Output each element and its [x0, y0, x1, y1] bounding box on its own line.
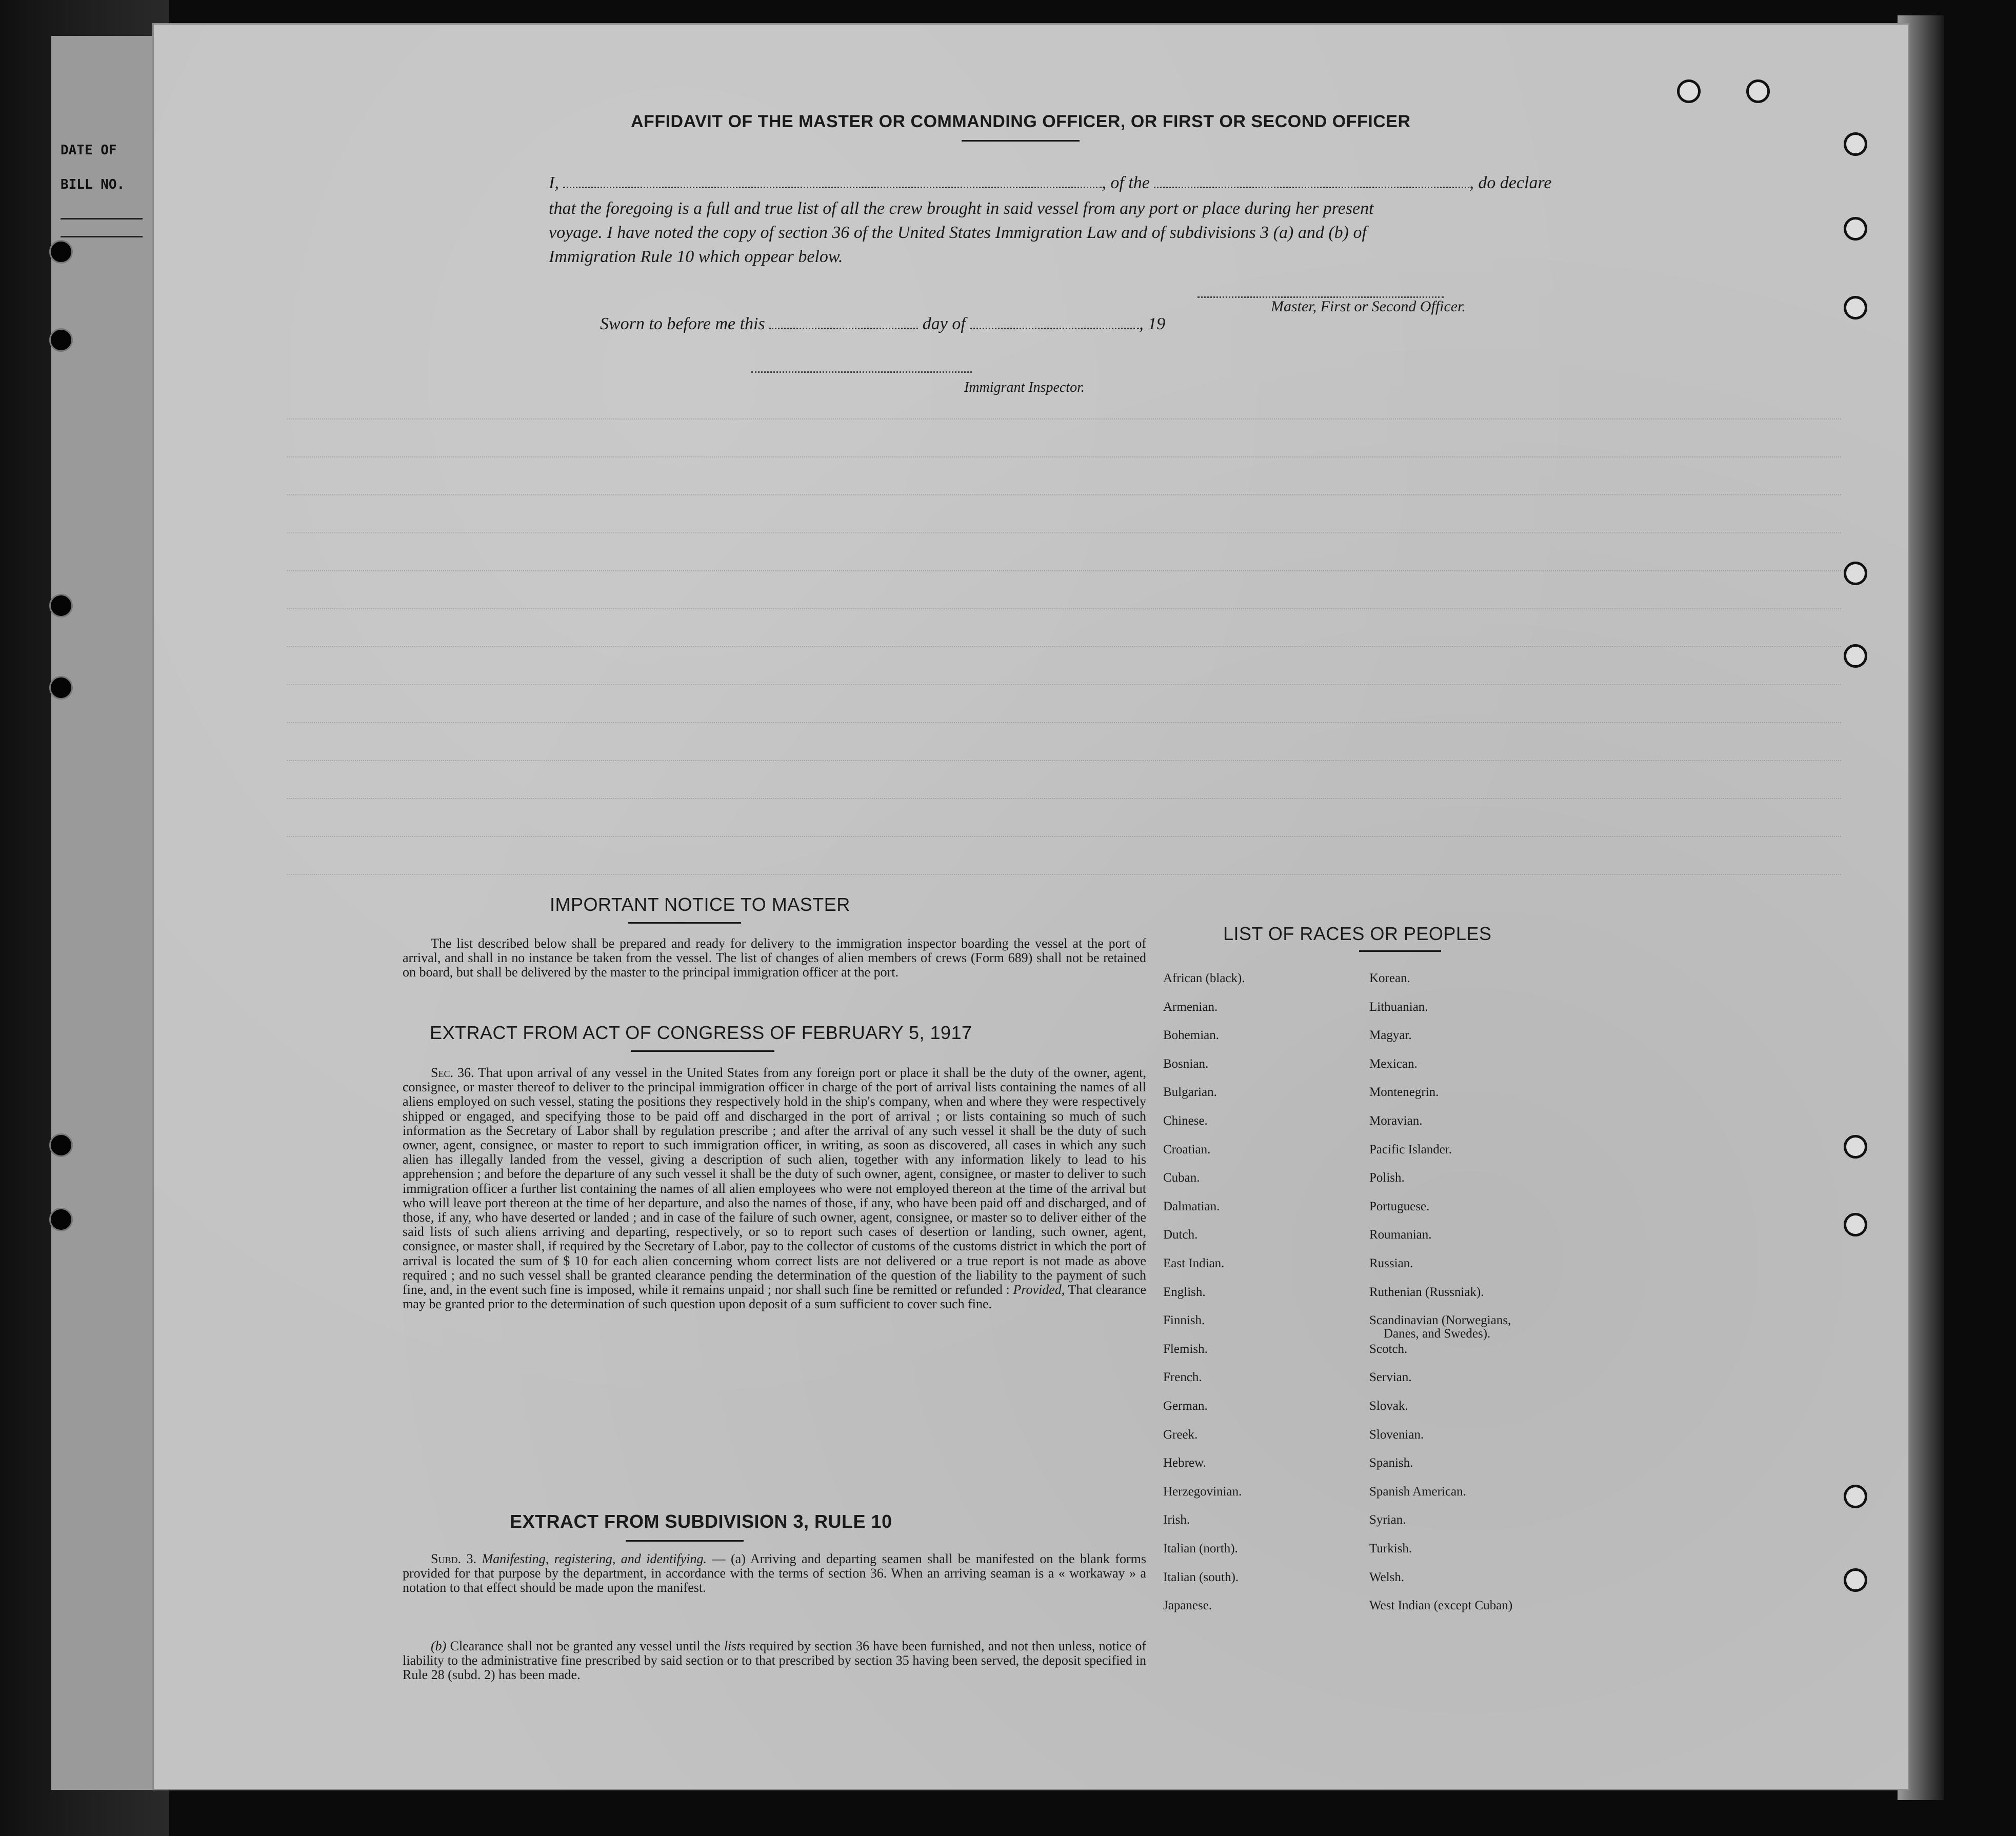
race-item: Italian (north). [1163, 1542, 1238, 1555]
race-item: German. [1163, 1399, 1208, 1413]
sworn-year: , 19 [1139, 314, 1166, 333]
binding-hole [1844, 217, 1867, 241]
ghost-row [287, 456, 1841, 458]
race-item: Dalmatian. [1163, 1200, 1220, 1213]
binding-hole [1844, 1135, 1867, 1159]
affidavit-line2: that the foregoing is a full and true list of all the crew brought in said vessel from any port or place during her present [549, 199, 1374, 218]
sworn-month-blank[interactable] [970, 327, 1139, 329]
binding-hole [49, 1208, 73, 1231]
race-item: African (black). [1163, 971, 1245, 985]
rule-para-a: — (a) Arriving and departing seamen shall be manifested on the blank forms provided for that purpose by the department, in accordance with the terms of section 36. When an arriving seaman is a « workaway » a notation to that effect should be made upon the manifest. [403, 1551, 1147, 1595]
race-item: West Indian (except Cuban) [1369, 1599, 1513, 1612]
race-item: Roumanian. [1369, 1228, 1432, 1242]
act-proviso-label: Provided, [1013, 1282, 1065, 1298]
race-item: Herzegovinian. [1163, 1485, 1242, 1499]
race-item: Bulgarian. [1163, 1085, 1217, 1099]
race-item: Irish. [1163, 1513, 1190, 1527]
notice-title: IMPORTANT NOTICE TO MASTER [550, 894, 850, 915]
binding-hole [1844, 1568, 1867, 1592]
race-item: Italian (south). [1163, 1570, 1239, 1584]
ghost-row [287, 532, 1841, 534]
races-title: LIST OF RACES OR PEOPLES [1223, 923, 1492, 944]
document-page [154, 25, 1908, 1789]
binding-hole [49, 240, 73, 264]
binding-hole [1746, 79, 1770, 103]
binding-hole [49, 676, 73, 700]
ghost-row [287, 418, 1841, 421]
ghost-row [287, 798, 1841, 800]
affidavit-line1 [549, 173, 1552, 193]
rule-para-b-label: (b) [431, 1639, 447, 1653]
binding-hole [49, 594, 73, 617]
race-item: Finnish. [1163, 1313, 1205, 1327]
race-item: Lithuanian. [1369, 1000, 1428, 1014]
race-item: Slovak. [1369, 1399, 1408, 1413]
rule-subd-heading: Manifesting, registering, and identifying. [482, 1551, 707, 1566]
races-title-rule [1359, 950, 1441, 952]
act-title: EXTRACT FROM ACT OF CONGRESS OF FEBRUARY 5, 1917 [430, 1022, 972, 1043]
race-item: Montenegrin. [1369, 1085, 1439, 1099]
sworn-day-of: day of [922, 314, 966, 333]
sworn-label: Sworn to before me this [600, 314, 765, 333]
rule-text [403, 1552, 1146, 1595]
race-item: Scandinavian (Norwegians, [1369, 1313, 1511, 1327]
race-item: Turkish. [1369, 1542, 1412, 1555]
rule-text-b [403, 1639, 1146, 1683]
race-item: Magyar. [1369, 1028, 1412, 1042]
race-item: East Indian. [1163, 1256, 1225, 1270]
ghost-row [287, 684, 1841, 686]
binding-hole [1844, 644, 1867, 668]
affidavit-title-rule [962, 140, 1080, 142]
race-item: French. [1163, 1370, 1202, 1384]
rule-para-b-lists: lists [724, 1639, 746, 1653]
binding-hole [1677, 79, 1701, 103]
ghost-row [287, 760, 1841, 762]
race-item: Japanese. [1163, 1599, 1212, 1612]
race-item: Syrian. [1369, 1513, 1406, 1527]
ghost-row [287, 874, 1841, 876]
rule-para-b-start: Clearance shall not be granted any vessel until the [450, 1639, 721, 1653]
race-item: Spanish. [1369, 1456, 1413, 1470]
ghost-row [287, 646, 1841, 648]
affidavit-i: I, [549, 173, 559, 192]
binding-hole [1844, 132, 1867, 156]
affidavit-declare: , do declare [1469, 173, 1552, 192]
race-item: Croatian. [1163, 1143, 1211, 1156]
rule-para-b-end: required by section 36 have been furnished, and not then unless, notice of liability to the administrative fine prescribed by said section or to that prescribed by section 35 having been served, the deposit specified in Rule 28 (subd. 2) has been made. [403, 1639, 1147, 1683]
race-item: Scotch. [1369, 1342, 1408, 1356]
binding-hole [1844, 1213, 1867, 1236]
rule-title: EXTRACT FROM SUBDIVISION 3, RULE 10 [510, 1511, 892, 1532]
affidavit-line4: Immigration Rule 10 which oppear below. [549, 247, 843, 266]
race-item: Korean. [1369, 971, 1410, 985]
sworn-day-blank[interactable] [769, 327, 918, 329]
binding-hole [49, 1133, 73, 1157]
race-item: Greek. [1163, 1428, 1198, 1442]
inspector-label: Immigrant Inspector. [964, 380, 1085, 395]
binding-hole [1844, 1485, 1867, 1508]
side-rule [61, 236, 143, 237]
race-item: Spanish American. [1369, 1485, 1466, 1499]
act-body: That upon arrival of any vessel in the United States from any foreign port or place it shall be the duty of the owner, agent, consignee, or master thereof to deliver to the principal immigration officer in charge of the port of arrival lists containing the names of all aliens employed on such vessel, stating the positions they respectively hold in the ship's company, when and where they were respectively shipped or engaged, and specifying those to be paid off and discharged in the port of arrival ; or lists containing so much of such information as the Secretary of Labor shall by regulation prescribe ; and after the arrival of any such vessel it shall be the duty of such owner, agent, consignee, or master to report to such immigration officer, in writing, as soon as discovered, all cases in which any such alien has illegally landed from the vessel, giving a description of such alien, together with any information likely to lead to his apprehension ; and before the departure of any such vessel it shall be the duty of such owner, agent, consignee, or master to deliver to such immigration officer a further list containing the names of all alien employees who were not employed thereon at the time of the arrival but who will leave port thereon at the time of her departure, and also the names of those, if any, who have been paid off and discharged, and of those, if any, who have deserted or landed ; and in case of the failure of such owner, agent, consignee, or master so to deliver either of the said lists of such aliens arriving and departing, respectively, or so to report such cases of desertion or landing, such owner, agent, consignee, or master shall, if required by the Secretary of Labor, pay to the collector of customs of the customs district in which the port of arrival is located the sum of $ 10 for each alien concerning whom correct lists are not delivered or a true report is not made as above required ; and no such vessel shall be granted clearance pending the determination of the question of the liability to the payment of such fine, and, in the event such fine is imposed, while it remains unpaid ; nor shall such fine be remitted or refunded : [403, 1065, 1146, 1298]
race-item: Ruthenian (Russniak). [1369, 1285, 1484, 1299]
race-item: Mexican. [1369, 1057, 1418, 1071]
race-item: Dutch. [1163, 1228, 1198, 1242]
side-rule [61, 218, 143, 219]
act-proviso-text: That clearance may be granted prior to the determination of such question upon deposit of a sum sufficient to cover such fine. [403, 1282, 1147, 1312]
affidavit-of-the: , of the [1102, 173, 1150, 192]
race-item: Servian. [1369, 1370, 1412, 1384]
act-section-label: Sec. 36. [431, 1065, 474, 1080]
race-item: Danes, and Swedes). [1384, 1327, 1491, 1341]
race-item: Moravian. [1369, 1114, 1423, 1128]
ghost-row [287, 836, 1841, 838]
race-item: Welsh. [1369, 1570, 1405, 1584]
binding-hole [1844, 562, 1867, 585]
race-item: English. [1163, 1285, 1206, 1299]
affidavit-line3: voyage. I have noted the copy of section 36 of the United States Immigration Law and of subdivisions 3 (a) and (b) of [549, 223, 1367, 242]
race-item: Pacific Islander. [1369, 1143, 1452, 1156]
affidavit-title: AFFIDAVIT OF THE MASTER OR COMMANDING OFFICER, OR FIRST OR SECOND OFFICER [631, 112, 1411, 131]
race-item: Flemish. [1163, 1342, 1208, 1356]
vessel-blank[interactable] [1154, 186, 1469, 188]
rule-title-rule [626, 1540, 744, 1542]
side-label-date: DATE OF [61, 143, 117, 158]
race-item: Portuguese. [1369, 1200, 1430, 1213]
race-item: Bosnian. [1163, 1057, 1209, 1071]
race-item: Chinese. [1163, 1114, 1208, 1128]
ghost-row [287, 608, 1841, 610]
act-text [403, 1066, 1146, 1311]
ghost-row [287, 570, 1841, 572]
ghost-row [287, 494, 1841, 496]
binding-hole [1844, 296, 1867, 320]
ghost-row [287, 722, 1841, 724]
name-blank[interactable] [563, 186, 1102, 188]
race-item: Russian. [1369, 1256, 1413, 1270]
side-label-bill: BILL NO. [61, 177, 125, 192]
sworn-line [600, 314, 1165, 334]
binding-hole [49, 328, 73, 352]
notice-text: The list described below shall be prepared and ready for delivery to the immigration inspector boarding the vessel at the port of arrival, and shall in no instance be taken from the vessel. The list of changes of alien members of crews (Form 689) shall not be retained on board, but shall be delivered by the master to the principal immigration officer at the port. [403, 936, 1146, 980]
race-item: Cuban. [1163, 1171, 1200, 1185]
race-item: Armenian. [1163, 1000, 1218, 1014]
race-item: Slovenian. [1369, 1428, 1424, 1442]
race-item: Polish. [1369, 1171, 1405, 1185]
race-item: Hebrew. [1163, 1456, 1206, 1470]
notice-title-rule [628, 922, 741, 924]
rule-subd-label: Subd. 3. [431, 1551, 476, 1566]
act-title-rule [631, 1050, 774, 1052]
race-item: Bohemian. [1163, 1028, 1220, 1042]
master-signature-label: Master, First or Second Officer. [1271, 298, 1466, 315]
inspector-signature-line[interactable] [751, 371, 972, 373]
